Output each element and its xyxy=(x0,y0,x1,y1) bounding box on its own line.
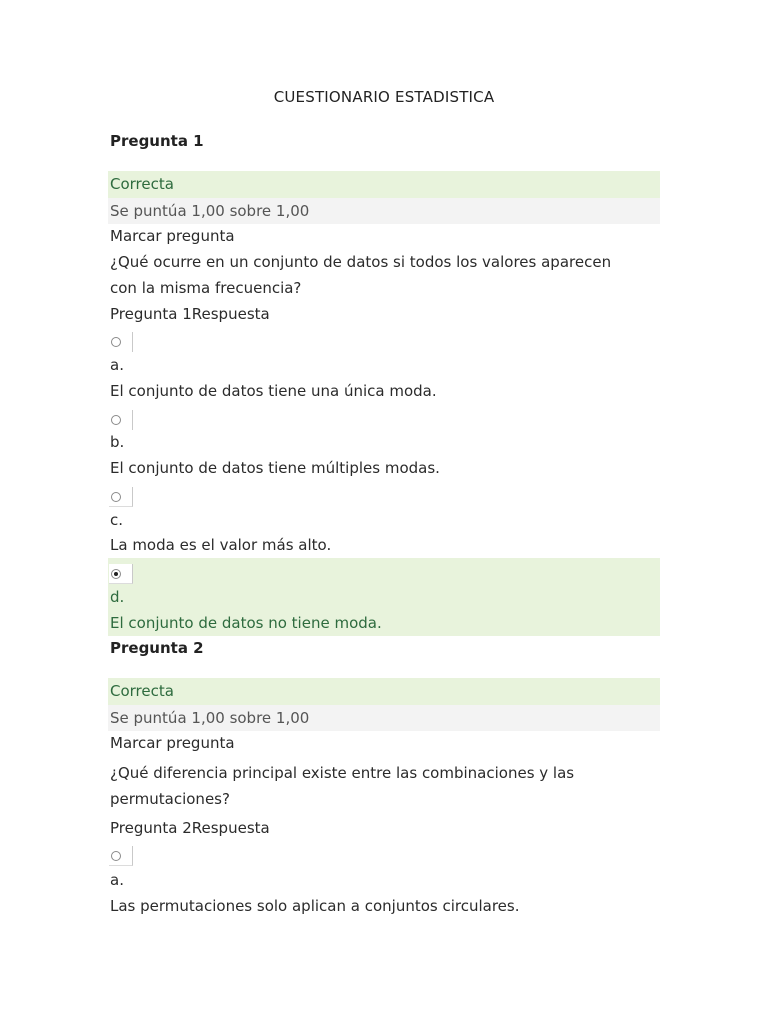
question-1-text-line-1: ¿Qué ocurre en un conjunto de datos si todos los valores aparecen xyxy=(110,253,612,271)
question-2-option-a-radio[interactable] xyxy=(109,846,133,866)
question-1-grade: Se puntúa 1,00 sobre 1,00 xyxy=(110,202,310,220)
question-1-option-a-letter: a. xyxy=(110,356,124,374)
question-2-status: Correcta xyxy=(110,682,174,700)
question-2-option-a-letter: a. xyxy=(110,871,124,889)
question-1-option-d-text[interactable]: El conjunto de datos no tiene moda. xyxy=(110,614,382,632)
question-2-answer-label: Pregunta 2Respuesta xyxy=(110,819,270,837)
question-1-option-c-letter: c. xyxy=(110,511,124,529)
question-1-flag-link[interactable]: Marcar pregunta xyxy=(110,227,235,245)
question-1-option-d-radio[interactable] xyxy=(109,564,133,584)
question-1-option-d-letter: d. xyxy=(110,588,125,606)
question-1-status: Correcta xyxy=(110,175,174,193)
question-1-option-c-text[interactable]: La moda es el valor más alto. xyxy=(110,536,332,554)
question-1-option-b-letter: b. xyxy=(110,433,125,451)
question-1-status-band xyxy=(108,171,660,198)
question-2-flag-link[interactable]: Marcar pregunta xyxy=(110,734,235,752)
question-1-text-line-2: con la misma frecuencia? xyxy=(110,279,302,297)
question-2-heading: Pregunta 2 xyxy=(110,639,204,657)
question-2-text-line-1: ¿Qué diferencia principal existe entre las combinaciones y las xyxy=(110,764,575,782)
question-2-status-band xyxy=(108,678,660,705)
radio-unchecked-icon xyxy=(111,851,121,861)
question-1-option-a-radio[interactable] xyxy=(109,332,133,352)
question-1-option-b-radio[interactable] xyxy=(109,410,133,430)
radio-unchecked-icon xyxy=(111,337,121,347)
radio-checked-icon xyxy=(111,569,121,579)
question-1-option-b-text[interactable]: El conjunto de datos tiene múltiples modas. xyxy=(110,459,440,477)
question-1-answer-label: Pregunta 1Respuesta xyxy=(110,305,270,323)
question-1-option-c-radio[interactable] xyxy=(109,487,133,507)
document-title: CUESTIONARIO ESTADISTICA xyxy=(273,88,495,106)
question-2-option-a-text[interactable]: Las permutaciones solo aplican a conjuntos circulares. xyxy=(110,897,520,915)
radio-unchecked-icon xyxy=(111,492,121,502)
question-2-text-line-2: permutaciones? xyxy=(110,790,230,808)
radio-unchecked-icon xyxy=(111,415,121,425)
question-1-heading: Pregunta 1 xyxy=(110,132,204,150)
question-2-grade: Se puntúa 1,00 sobre 1,00 xyxy=(110,709,310,727)
question-1-option-a-text[interactable]: El conjunto de datos tiene una única moda. xyxy=(110,382,437,400)
